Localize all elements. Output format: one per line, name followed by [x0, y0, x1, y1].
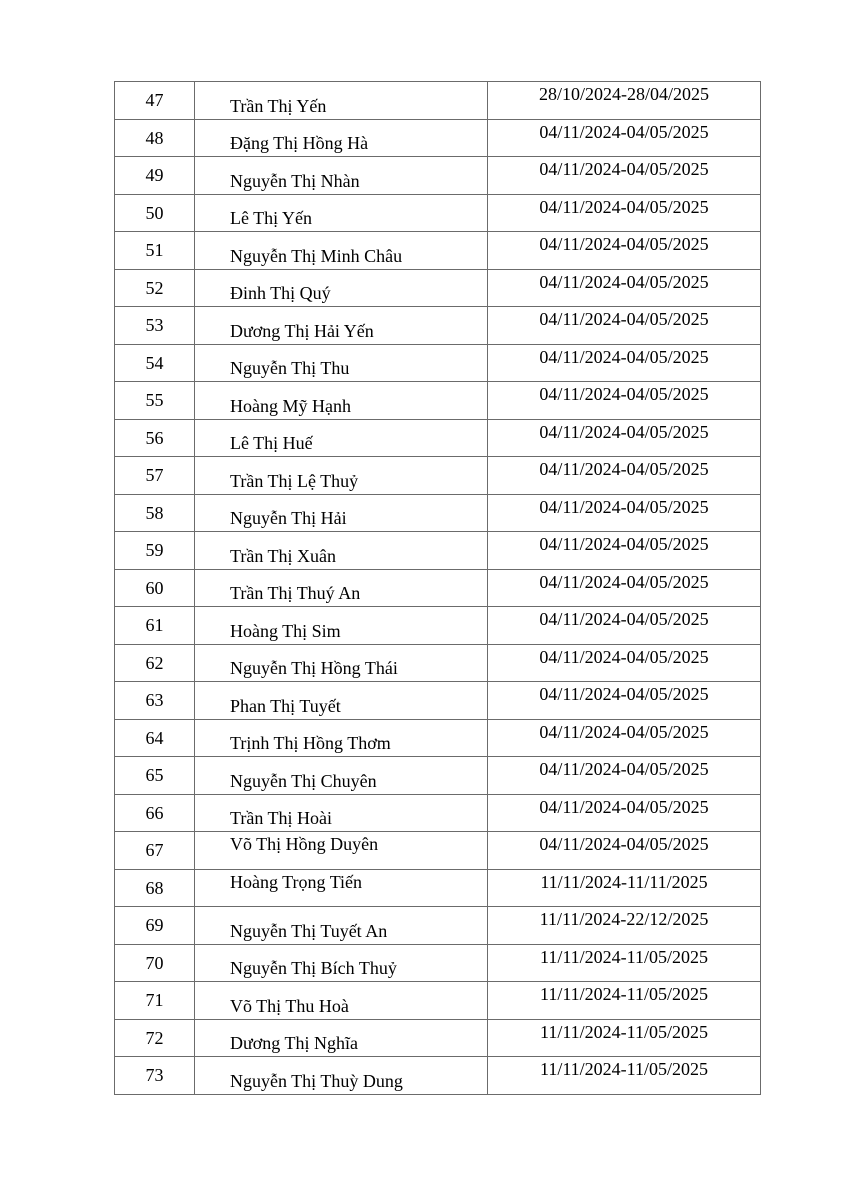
table-row [115, 82, 761, 120]
person-name: Nguyễn Thị Minh Châu [195, 232, 488, 270]
person-name: Đặng Thị Hồng Hà [195, 119, 488, 157]
row-number: 62 [115, 644, 195, 682]
date-range: 04/11/2024-04/05/2025 [488, 719, 761, 757]
row-number: 73 [115, 1057, 195, 1095]
table-row [115, 194, 761, 232]
table-row [115, 719, 761, 757]
table-row [115, 682, 761, 720]
table-row [115, 569, 761, 607]
row-number: 59 [115, 532, 195, 570]
date-range: 04/11/2024-04/05/2025 [488, 419, 761, 457]
person-name: Trần Thị Yến [195, 82, 488, 120]
person-name: Hoàng Trọng Tiến [195, 869, 488, 907]
date-range: 04/11/2024-04/05/2025 [488, 569, 761, 607]
date-range: 11/11/2024-11/05/2025 [488, 982, 761, 1020]
date-range: 04/11/2024-04/05/2025 [488, 757, 761, 795]
table-row [115, 832, 761, 870]
person-name: Nguyễn Thị Hồng Thái [195, 644, 488, 682]
row-number: 58 [115, 494, 195, 532]
date-range: 04/11/2024-04/05/2025 [488, 344, 761, 382]
row-number: 71 [115, 982, 195, 1020]
table-row [115, 532, 761, 570]
row-number: 47 [115, 82, 195, 120]
table-row [115, 269, 761, 307]
person-name: Đinh Thị Quý [195, 269, 488, 307]
person-name: Trần Thị Thuý An [195, 569, 488, 607]
date-range: 04/11/2024-04/05/2025 [488, 532, 761, 570]
person-name: Lê Thị Yến [195, 194, 488, 232]
row-number: 66 [115, 794, 195, 832]
person-name: Phan Thị Tuyết [195, 682, 488, 720]
person-name: Võ Thị Thu Hoà [195, 982, 488, 1020]
person-name: Nguyễn Thị Bích Thuỷ [195, 944, 488, 982]
date-range: 04/11/2024-04/05/2025 [488, 269, 761, 307]
date-range: 04/11/2024-04/05/2025 [488, 794, 761, 832]
date-range: 11/11/2024-11/05/2025 [488, 1019, 761, 1057]
person-name: Nguyễn Thị Chuyên [195, 757, 488, 795]
person-name: Nguyễn Thị Thuỳ Dung [195, 1057, 488, 1095]
row-number: 63 [115, 682, 195, 720]
date-range: 11/11/2024-11/05/2025 [488, 1057, 761, 1095]
date-range: 11/11/2024-11/05/2025 [488, 944, 761, 982]
row-number: 49 [115, 157, 195, 195]
roster-table-body [115, 82, 761, 1095]
date-range: 04/11/2024-04/05/2025 [488, 119, 761, 157]
date-range: 04/11/2024-04/05/2025 [488, 607, 761, 645]
row-number: 55 [115, 382, 195, 420]
row-number: 53 [115, 307, 195, 345]
person-name: Hoàng Thị Sim [195, 607, 488, 645]
table-row [115, 119, 761, 157]
row-number: 50 [115, 194, 195, 232]
row-number: 65 [115, 757, 195, 795]
table-row [115, 869, 761, 907]
date-range: 04/11/2024-04/05/2025 [488, 157, 761, 195]
date-range: 11/11/2024-22/12/2025 [488, 907, 761, 945]
row-number: 56 [115, 419, 195, 457]
row-number: 67 [115, 832, 195, 870]
date-range: 11/11/2024-11/11/2025 [488, 869, 761, 907]
table-row [115, 494, 761, 532]
row-number: 64 [115, 719, 195, 757]
table-row [115, 1057, 761, 1095]
table-row [115, 794, 761, 832]
person-name: Nguyễn Thị Tuyết An [195, 907, 488, 945]
row-number: 72 [115, 1019, 195, 1057]
date-range: 04/11/2024-04/05/2025 [488, 232, 761, 270]
row-number: 51 [115, 232, 195, 270]
table-row [115, 907, 761, 945]
table-row [115, 644, 761, 682]
table-row [115, 157, 761, 195]
table-row [115, 457, 761, 495]
person-name: Hoàng Mỹ Hạnh [195, 382, 488, 420]
row-number: 61 [115, 607, 195, 645]
table-row [115, 982, 761, 1020]
person-name: Nguyễn Thị Nhàn [195, 157, 488, 195]
person-name: Võ Thị Hồng Duyên [195, 832, 488, 870]
table-row [115, 382, 761, 420]
row-number: 68 [115, 869, 195, 907]
date-range: 04/11/2024-04/05/2025 [488, 457, 761, 495]
date-range: 04/11/2024-04/05/2025 [488, 644, 761, 682]
row-number: 70 [115, 944, 195, 982]
date-range: 04/11/2024-04/05/2025 [488, 494, 761, 532]
table-row [115, 1019, 761, 1057]
row-number: 69 [115, 907, 195, 945]
date-range: 04/11/2024-04/05/2025 [488, 832, 761, 870]
table-row [115, 232, 761, 270]
person-name: Dương Thị Hải Yến [195, 307, 488, 345]
date-range: 04/11/2024-04/05/2025 [488, 307, 761, 345]
date-range: 04/11/2024-04/05/2025 [488, 382, 761, 420]
table-row [115, 307, 761, 345]
row-number: 54 [115, 344, 195, 382]
row-number: 60 [115, 569, 195, 607]
table-row [115, 419, 761, 457]
person-name: Trần Thị Xuân [195, 532, 488, 570]
roster-table [114, 81, 761, 1095]
table-row [115, 344, 761, 382]
table-row [115, 757, 761, 795]
date-range: 28/10/2024-28/04/2025 [488, 82, 761, 120]
table-row [115, 607, 761, 645]
row-number: 57 [115, 457, 195, 495]
person-name: Trần Thị Lệ Thuỷ [195, 457, 488, 495]
person-name: Lê Thị Huế [195, 419, 488, 457]
person-name: Trịnh Thị Hồng Thơm [195, 719, 488, 757]
date-range: 04/11/2024-04/05/2025 [488, 682, 761, 720]
person-name: Trần Thị Hoài [195, 794, 488, 832]
person-name: Dương Thị Nghĩa [195, 1019, 488, 1057]
date-range: 04/11/2024-04/05/2025 [488, 194, 761, 232]
row-number: 48 [115, 119, 195, 157]
person-name: Nguyễn Thị Hải [195, 494, 488, 532]
row-number: 52 [115, 269, 195, 307]
table-row [115, 944, 761, 982]
person-name: Nguyễn Thị Thu [195, 344, 488, 382]
